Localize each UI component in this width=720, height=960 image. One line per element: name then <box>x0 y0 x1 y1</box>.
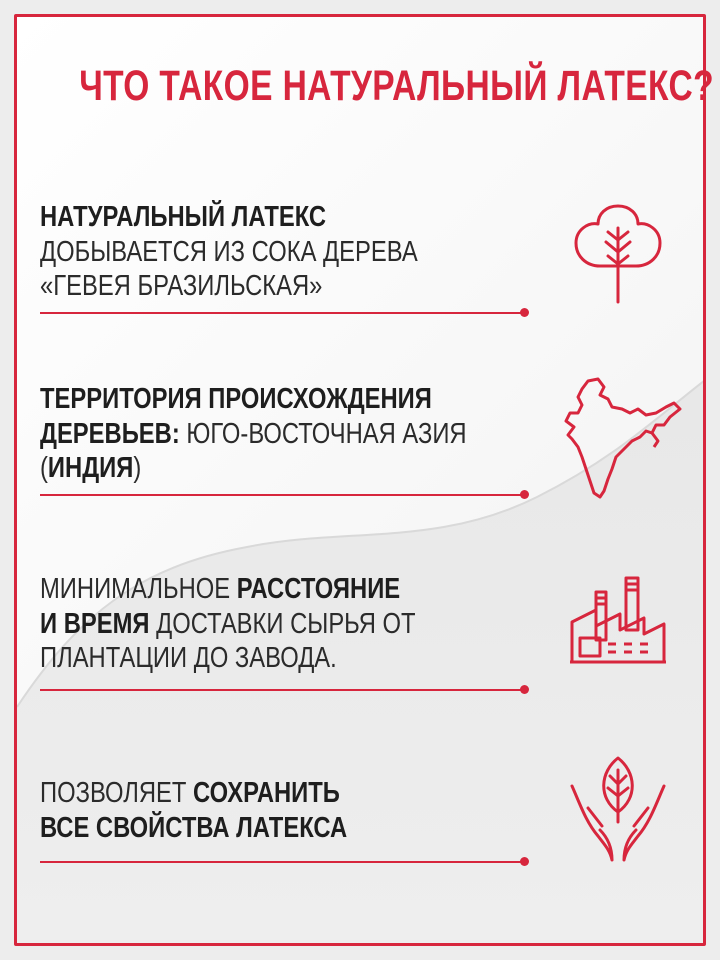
regular-text: ) <box>133 452 142 484</box>
hands-leaf-icon <box>568 752 668 872</box>
bold-text: ТЕРРИТОРИЯ ПРОИСХОЖДЕНИЯ <box>40 383 432 415</box>
divider-dot-3 <box>520 685 529 694</box>
divider-line-4 <box>40 861 524 863</box>
regular-text: ПОЗВОЛЯЕТ <box>40 777 194 809</box>
regular-text: МИНИМАЛЬНОЕ <box>40 573 237 605</box>
bold-text: И ВРЕМЯ <box>40 607 150 640</box>
divider-line-3 <box>40 689 524 691</box>
divider-dot-4 <box>520 857 529 866</box>
bold-text: ВСЕ СВОЙСТВА ЛАТЕКСА <box>40 811 348 844</box>
india-map-icon <box>560 375 685 505</box>
divider-dot-2 <box>520 490 529 499</box>
bold-text: НАТУРАЛЬНЫЙ ЛАТЕКС <box>40 201 327 233</box>
text-line <box>40 451 548 486</box>
bold-text: ДЕРЕВЬЕВ: <box>40 417 180 450</box>
text-line <box>40 235 548 270</box>
text-line <box>40 572 548 607</box>
regular-text: ДОСТАВКИ СЫРЬЯ ОТ <box>149 607 416 640</box>
text-line <box>40 811 548 846</box>
info-text-1 <box>40 200 548 304</box>
info-text-3 <box>40 572 548 676</box>
divider-line-2 <box>40 494 524 496</box>
text-line <box>40 417 548 452</box>
regular-text: «ГЕВЕЯ БРАЗИЛЬСКАЯ» <box>40 270 323 302</box>
regular-text: ( <box>40 452 48 484</box>
bold-text: ИНДИЯ <box>47 452 134 484</box>
text-line <box>40 607 548 642</box>
regular-text: ДОБЫВАЕТСЯ ИЗ СОКА ДЕРЕВА <box>40 235 418 268</box>
bold-text: СОХРАНИТЬ <box>193 777 340 809</box>
text-line <box>40 641 548 676</box>
text-line <box>40 200 548 235</box>
regular-text: ЮГО-ВОСТОЧНАЯ АЗИЯ <box>179 417 467 450</box>
divider-line-1 <box>40 312 524 314</box>
bold-text: РАССТОЯНИЕ <box>236 573 401 605</box>
page-title: ЧТО ТАКОЕ НАТУРАЛЬНЫЙ ЛАТЕКС? <box>79 62 714 110</box>
info-text-4 <box>40 776 548 845</box>
tree-icon <box>568 198 668 308</box>
info-text-2 <box>40 382 548 486</box>
regular-text: ПЛАНТАЦИИ ДО ЗАВОДА. <box>40 642 337 674</box>
divider-dot-1 <box>520 308 529 317</box>
text-line <box>40 776 548 811</box>
text-line <box>40 269 548 304</box>
factory-icon <box>568 574 668 666</box>
text-line <box>40 382 548 417</box>
